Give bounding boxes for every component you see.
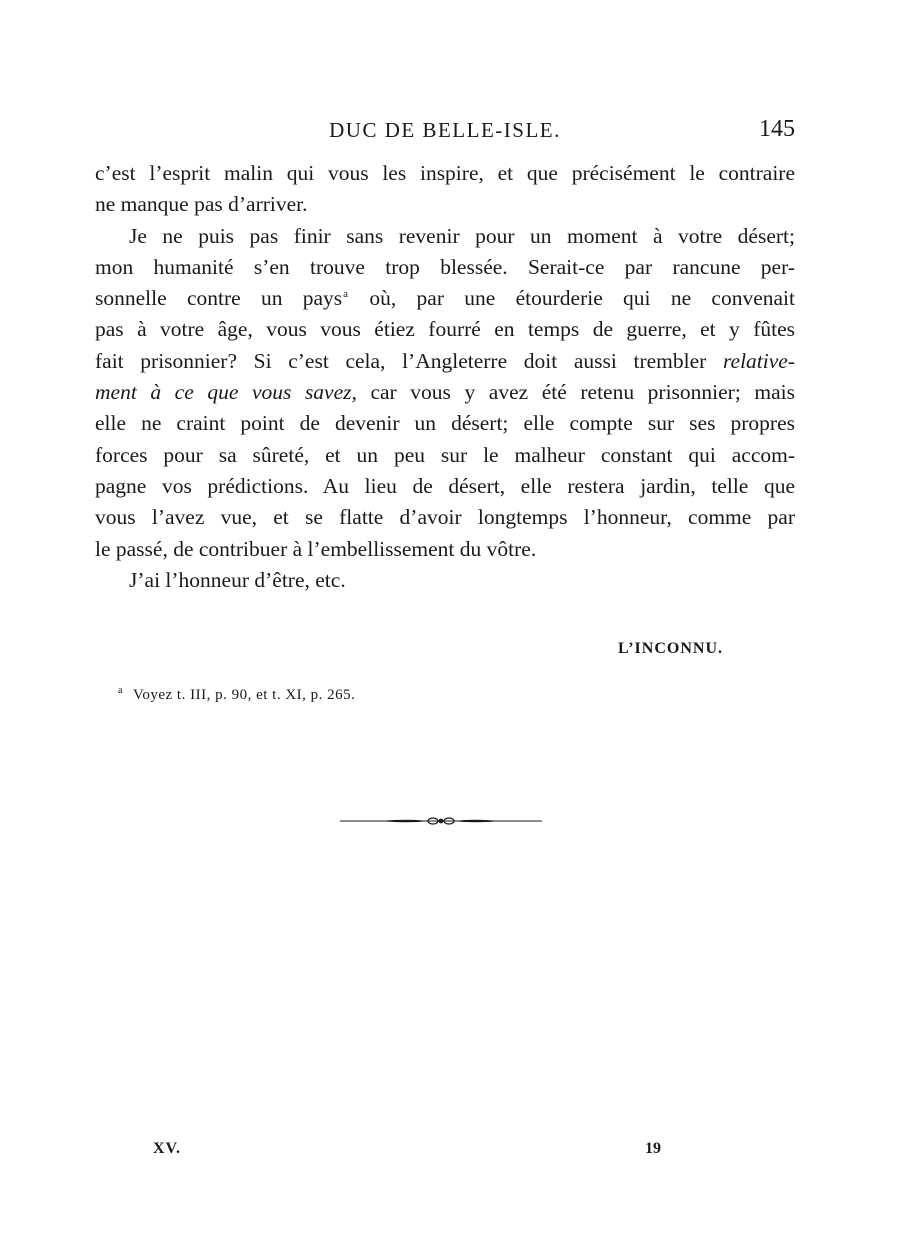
sheet-number: 19 xyxy=(645,1140,661,1157)
text-line: forces pour sa sûreté, et un peu sur le malheur constant qui accom- xyxy=(95,442,795,467)
text-line: le passé, de contribuer à l’embellissement du vôtre. xyxy=(95,536,537,561)
text-fragment: car vous y avez été retenu prisonnier; mais xyxy=(356,380,795,405)
text-line: vous l’avez vue, et se flatte d’avoir longtemps l’honneur, comme par xyxy=(95,505,795,530)
decorative-rule-icon xyxy=(340,812,542,830)
footnote-text: Voyez t. III, p. 90, et t. XI, p. 265. xyxy=(132,687,356,703)
footnote xyxy=(118,687,355,704)
running-head xyxy=(95,116,795,148)
letter-signature: L’INCONNU. xyxy=(618,640,723,657)
text-line: Je ne puis pas finir sans revenir pour un moment à votre désert; xyxy=(129,223,795,248)
text-line: c’est l’esprit malin qui vous les inspire, et que précisément le contraire xyxy=(95,161,795,185)
page-number: 145 xyxy=(759,116,795,142)
text-line: ne manque pas d’arriver. xyxy=(95,192,308,217)
text-line: pas à votre âge, vous vous étiez fourré en temps de guerre, et y fûtes xyxy=(95,317,795,342)
footnote-reference: a xyxy=(343,288,349,301)
text-line: pagne vos prédictions. Au lieu de désert, elle restera jardin, telle que xyxy=(95,473,795,498)
signature-mark: XV. xyxy=(153,1140,182,1157)
text-fragment: fait prisonnier? Si c’est cela, l’Angleterre doit aussi trembler xyxy=(95,348,723,373)
text-line: mon humanité s’en trouve trop blessée. Serait-ce par rancune per- xyxy=(95,254,795,279)
text-line xyxy=(95,377,795,408)
footnote-mark: a xyxy=(118,685,123,696)
italic-fragment: ment à ce que vous savez, xyxy=(95,380,357,405)
italic-fragment: relative- xyxy=(722,348,795,373)
text-fragment: sonnelle contre un pays xyxy=(95,286,343,311)
closing-line: J’ai l’honneur d’être, etc. xyxy=(129,567,346,592)
text-line: elle ne craint point de devenir un désert; elle compte sur ses propres xyxy=(95,411,795,436)
letter-body xyxy=(95,158,795,596)
text-fragment: où, par une étourderie qui ne convenait xyxy=(349,286,795,311)
running-title: DUC DE BELLE-ISLE. xyxy=(329,118,561,142)
text-line xyxy=(95,346,795,377)
text-line xyxy=(95,283,795,314)
